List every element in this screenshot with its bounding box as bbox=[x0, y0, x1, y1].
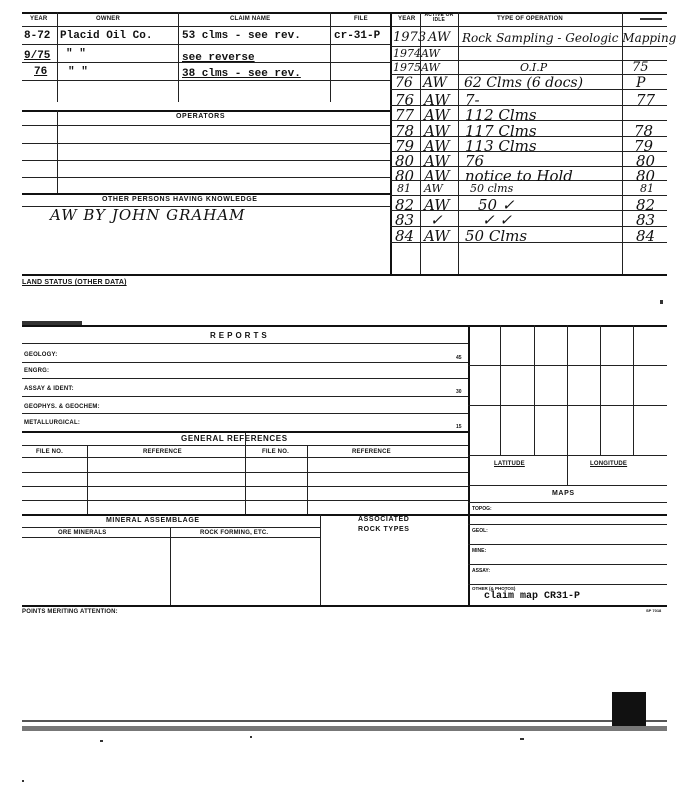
report-geophys-label: GEOPHYS. & GEOCHEM: bbox=[24, 404, 100, 410]
operators-label: OPERATORS bbox=[176, 113, 226, 120]
activity-10-code: 80 bbox=[636, 167, 656, 185]
report-geology-label: GEOLOGY: bbox=[24, 352, 58, 358]
activity-8-ai: AW bbox=[424, 137, 450, 155]
claim-row-1-owner: Placid Oil Co. bbox=[60, 30, 153, 42]
reports-title: REPORTS bbox=[210, 331, 270, 340]
col-header-year-2: YEAR bbox=[398, 16, 416, 22]
activity-6-ai: AW bbox=[424, 106, 450, 124]
activity-13-op: ✓ ✓ bbox=[482, 211, 512, 229]
report-metallurgical-num: 15 bbox=[456, 424, 462, 430]
activity-7-ai: AW bbox=[424, 122, 450, 140]
maps-title: MAPS bbox=[552, 490, 575, 497]
scan-streak bbox=[22, 720, 667, 722]
activity-14-code: 84 bbox=[636, 227, 656, 245]
activity-5-op: 7- bbox=[465, 91, 480, 109]
activity-3-code: 75 bbox=[632, 60, 649, 75]
mineral-assemblage-title: MINERAL ASSEMBLAGE bbox=[106, 517, 200, 524]
col-header-active-idle: ACTIVE OR IDLE bbox=[424, 12, 454, 23]
grid-line bbox=[178, 12, 179, 102]
report-metallurgical-label: METALLURGICAL: bbox=[24, 420, 81, 426]
activity-5-code: 77 bbox=[636, 91, 656, 109]
activity-8-code: 79 bbox=[634, 137, 654, 155]
grid-line bbox=[458, 12, 459, 274]
header-smudge bbox=[640, 18, 662, 20]
maps-topog-label: TOPOG: bbox=[472, 506, 492, 512]
activity-2-year: 1974 bbox=[393, 47, 421, 60]
grid-line bbox=[57, 12, 58, 102]
gr-file-no-1: FILE NO. bbox=[36, 449, 63, 455]
col-header-type-of-operation: TYPE OF OPERATION bbox=[497, 16, 563, 22]
activity-14-year: 84 bbox=[395, 227, 415, 245]
activity-13-year: 83 bbox=[395, 211, 415, 229]
claim-row-3-name: 38 clms - see rev. bbox=[182, 68, 301, 80]
activity-4-code: P bbox=[636, 75, 646, 91]
claim-row-1-name: 53 clms - see rev. bbox=[182, 30, 301, 42]
rock-types-label: ROCK TYPES bbox=[358, 526, 410, 533]
scan-speck bbox=[660, 300, 663, 304]
activity-4-ai: AW bbox=[423, 75, 447, 91]
activity-11-ai: AW bbox=[424, 182, 443, 195]
claim-row-2-name: see reverse bbox=[182, 52, 255, 64]
longitude-label: LONGITUDE bbox=[590, 461, 628, 467]
maps-other-label: OTHER (& PHOTOS) bbox=[472, 586, 516, 591]
activity-9-year: 80 bbox=[395, 152, 415, 170]
claim-row-3-year: 76 bbox=[34, 66, 48, 78]
report-geology-num: 45 bbox=[456, 355, 462, 361]
activity-8-year: 79 bbox=[395, 137, 415, 155]
maps-other-value: claim map CR31-P bbox=[484, 591, 581, 602]
claim-row-1-year: 8-72 bbox=[24, 30, 51, 42]
activity-5-year: 76 bbox=[395, 91, 415, 109]
activity-3-ai: AW bbox=[421, 61, 440, 74]
claim-row-2-year: 9/75 bbox=[24, 50, 51, 62]
scan-speck bbox=[520, 738, 524, 740]
activity-3-year: 1975 bbox=[393, 61, 421, 74]
activity-4-year: 76 bbox=[395, 75, 413, 91]
activity-9-ai: AW bbox=[424, 152, 450, 170]
activity-10-op: notice to Hold bbox=[465, 167, 573, 185]
activity-12-year: 82 bbox=[395, 196, 415, 214]
grid-line bbox=[330, 12, 331, 102]
col-header-year: YEAR bbox=[30, 16, 48, 22]
col-header-file: FILE bbox=[354, 16, 368, 22]
activity-7-code: 78 bbox=[634, 122, 654, 140]
associated-label: ASSOCIATED bbox=[358, 516, 410, 523]
maps-mine-label: MINE: bbox=[472, 548, 487, 554]
activity-9-code: 80 bbox=[636, 152, 656, 170]
ore-minerals-label: ORE MINERALS bbox=[58, 530, 107, 536]
activity-10-ai: AW bbox=[424, 167, 450, 185]
activity-14-op: 50 Clms bbox=[465, 227, 528, 245]
gr-file-no-2: FILE NO. bbox=[262, 449, 289, 455]
scan-speck bbox=[22, 780, 24, 782]
activity-13-ai: ✓ bbox=[430, 211, 443, 229]
latitude-label: LATITUDE bbox=[494, 461, 525, 467]
activity-2-ai: AW bbox=[421, 47, 440, 60]
activity-7-year: 78 bbox=[395, 122, 415, 140]
land-status-label: LAND STATUS (OTHER DATA) bbox=[22, 279, 127, 286]
scan-speck bbox=[250, 736, 252, 738]
activity-12-op: 50 ✓ bbox=[478, 196, 515, 214]
general-references-title: GENERAL REFERENCES bbox=[181, 434, 288, 443]
scan-streak bbox=[22, 726, 667, 731]
col-header-claim-name: CLAIM NAME bbox=[230, 16, 271, 22]
maps-assay-label: ASSAY: bbox=[472, 568, 491, 574]
claim-row-3-owner: " " bbox=[68, 66, 88, 78]
activity-1-year: 1973 bbox=[393, 30, 427, 45]
activity-8-op: 113 Clms bbox=[465, 137, 537, 155]
activity-6-op: 112 Clms bbox=[465, 106, 537, 124]
report-assay-label: ASSAY & IDENT: bbox=[24, 386, 74, 392]
activity-4-op: 62 Clms (6 docs) bbox=[464, 75, 584, 91]
form-number: SP 7018 bbox=[646, 608, 662, 613]
activity-11-code: 81 bbox=[640, 182, 654, 195]
activity-1-op: Rock Sampling - Geologic Mapping bbox=[462, 31, 677, 45]
report-engrg-label: ENGRG: bbox=[24, 368, 50, 374]
activity-12-code: 82 bbox=[636, 196, 656, 214]
activity-1-ai: AW bbox=[428, 30, 451, 45]
activity-3-op: O.I.P bbox=[520, 61, 548, 74]
report-assay-num: 30 bbox=[456, 389, 462, 395]
points-meriting-label: POINTS MERITING ATTENTION: bbox=[22, 609, 118, 615]
activity-9-op: 76 bbox=[465, 152, 485, 170]
rock-forming-label: ROCK FORMING, ETC. bbox=[200, 530, 269, 536]
col-header-owner: OWNER bbox=[96, 16, 120, 22]
activity-5-ai: AW bbox=[424, 91, 450, 109]
grid-line bbox=[390, 12, 392, 274]
activity-12-ai: AW bbox=[424, 196, 450, 214]
other-persons-handwritten: AW BY JOHN GRAHAM bbox=[50, 206, 246, 224]
gr-reference-1: REFERENCE bbox=[143, 449, 182, 455]
grid-line bbox=[622, 12, 623, 274]
maps-geol-label: GEOL: bbox=[472, 528, 488, 534]
other-persons-label: OTHER PERSONS HAVING KNOWLEDGE bbox=[102, 196, 258, 203]
activity-10-year: 80 bbox=[395, 167, 415, 185]
scan-speck bbox=[100, 740, 103, 742]
gr-reference-2: REFERENCE bbox=[352, 449, 391, 455]
claim-row-2-owner: " " bbox=[66, 48, 86, 60]
scan-block bbox=[612, 692, 646, 726]
claim-row-1-file: cr-31-P bbox=[334, 30, 381, 42]
activity-11-year: 81 bbox=[397, 182, 411, 195]
activity-11-op: 50 clms bbox=[470, 182, 514, 195]
activity-6-year: 77 bbox=[395, 106, 415, 124]
activity-7-op: 117 Clms bbox=[465, 122, 537, 140]
activity-13-code: 83 bbox=[636, 211, 656, 229]
activity-14-ai: AW bbox=[424, 227, 450, 245]
